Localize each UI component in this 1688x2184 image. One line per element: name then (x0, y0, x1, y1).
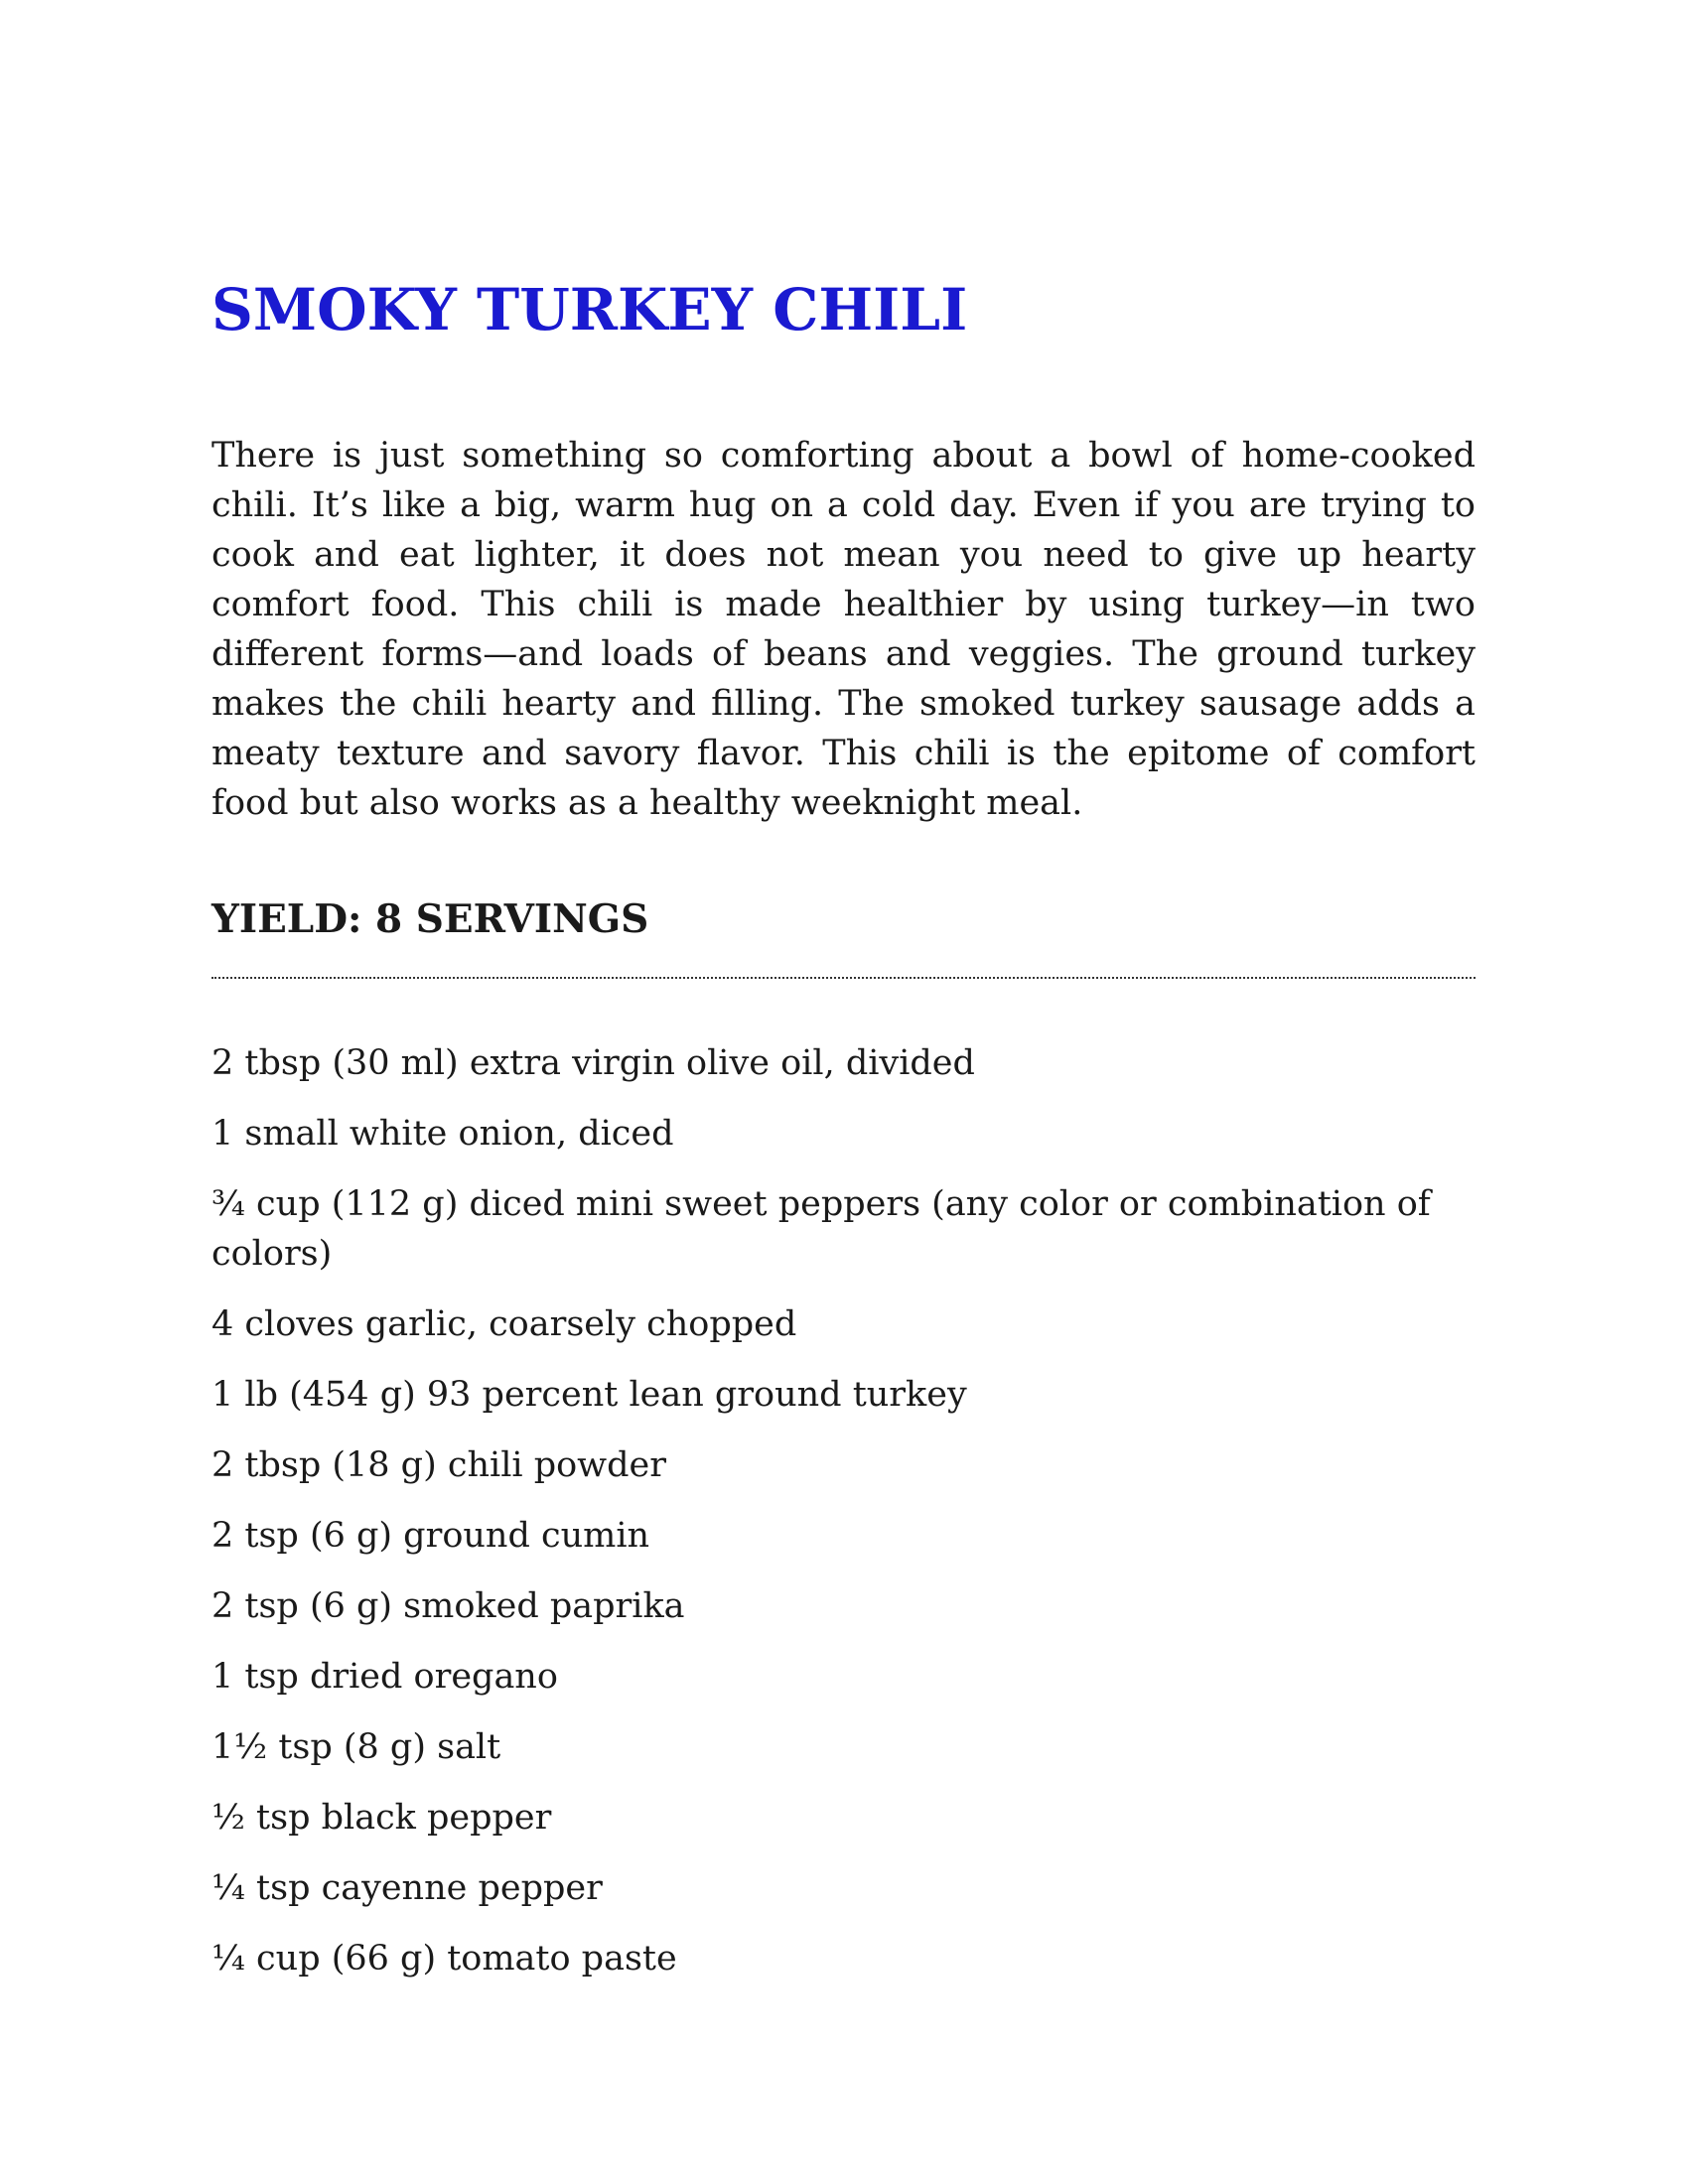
ingredient-item: 4 cloves garlic, coarsely chopped (211, 1304, 797, 1344)
ingredient-item: 2 tsp (6 g) smoked paprika (211, 1586, 685, 1626)
ingredient-item: 1 lb (454 g) 93 percent lean ground turkey (211, 1375, 967, 1415)
ingredient-item: 1 tsp dried oregano (211, 1657, 558, 1697)
ingredient-item: 1½ tsp (8 g) salt (211, 1727, 501, 1767)
ingredient-item: ¼ cup (66 g) tomato paste (211, 1939, 677, 1979)
yield-heading: YIELD: 8 SERVINGS (211, 896, 649, 942)
ingredient-item: ¼ tsp cayenne pepper (211, 1868, 603, 1908)
ingredient-item: 2 tsp (6 g) ground cumin (211, 1516, 650, 1556)
dotted-divider (211, 977, 1476, 979)
ingredient-list (211, 1038, 1476, 2004)
ingredient-item: ½ tsp black pepper (211, 1798, 552, 1838)
ingredient-item: 1 small white onion, diced (211, 1114, 674, 1154)
recipe-intro: There is just something so comforting about a bowl of home-cooked chili. It’s like a big, warm hug on a cold day. Even if you are trying to cook and eat lighter, it does not mean you need to give up hearty comfort food. This chili is made healthier by using turkey—in two different forms—and loads of beans and veggies. The ground turkey makes the chili hearty and filling. The smoked turkey sausage adds a meaty texture and savory flavor. This chili is the epitome of comfort food but also works as a healthy weeknight meal. (211, 436, 1476, 823)
ingredient-item: ¾ cup (112 g) diced mini sweet peppers (any color or combination of colors) (211, 1184, 1431, 1274)
ingredient-item: 2 tbsp (30 ml) extra virgin olive oil, divided (211, 1043, 975, 1083)
ingredient-item: 2 tbsp (18 g) chili powder (211, 1445, 666, 1485)
recipe-title: SMOKY TURKEY CHILI (211, 276, 968, 343)
